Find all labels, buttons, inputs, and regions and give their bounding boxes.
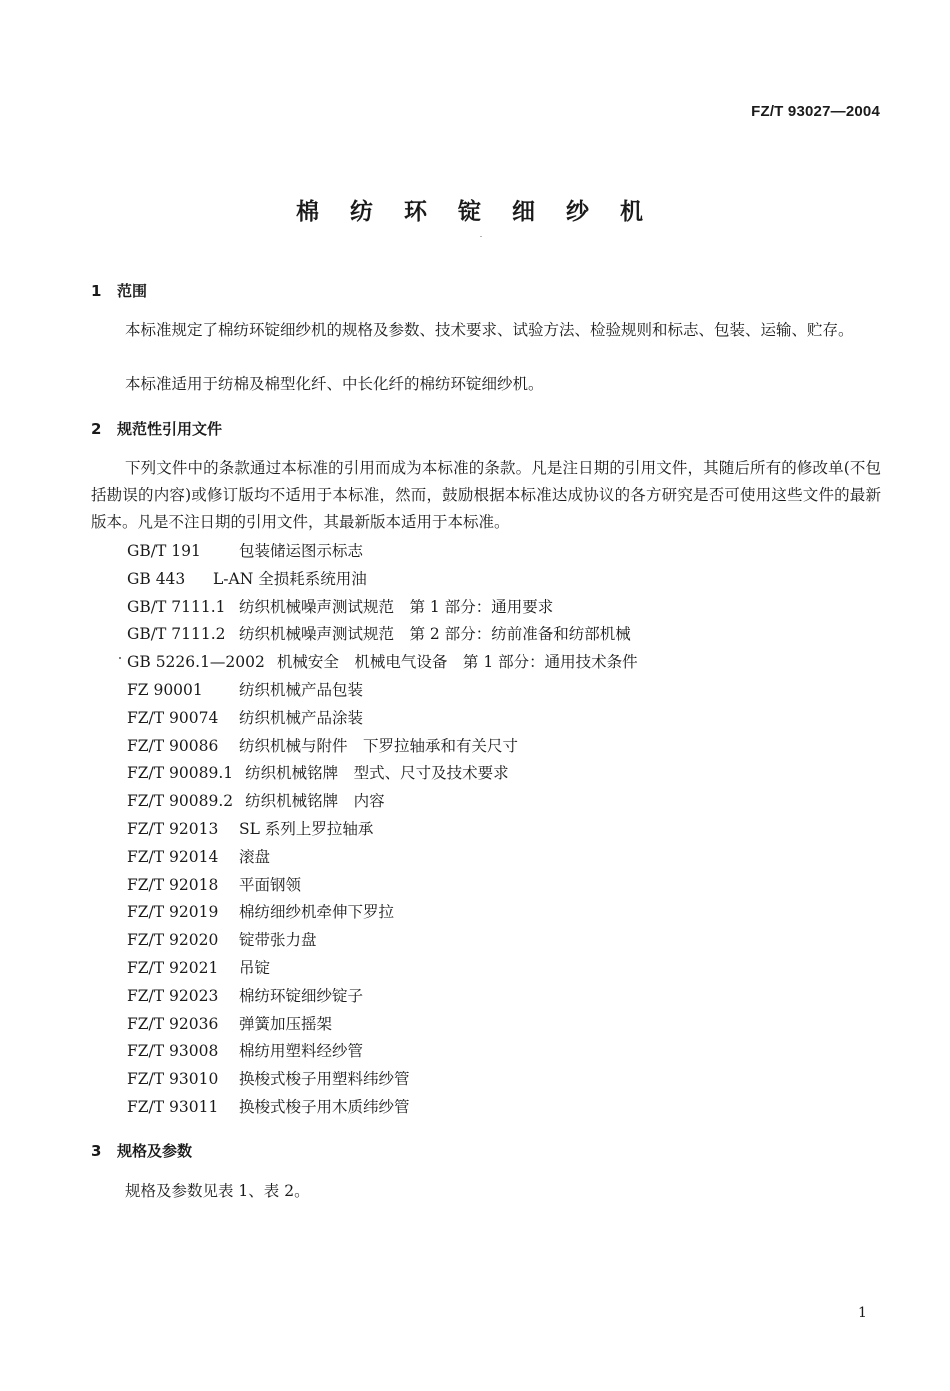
section-title: 规格及参数 xyxy=(117,1142,193,1160)
reference-item xyxy=(127,983,638,1011)
reference-code: FZ/T 92018 xyxy=(127,875,219,894)
document-title: 棉纺环锭细纱机 xyxy=(296,199,674,225)
section-1-paragraph-1: 本标准规定了棉纺环锭细纱机的规格及参数、技术要求、试验方法、检验规则和标志、包装、运输、贮存。 xyxy=(125,321,854,339)
section-number: 2 xyxy=(91,420,102,438)
page-number: 1 xyxy=(858,1305,867,1321)
scan-speck xyxy=(119,657,121,659)
reference-title: 纺织机械与附件 下罗拉轴承和有关尺寸 xyxy=(239,736,519,755)
reference-code: FZ/T 90074 xyxy=(127,708,219,727)
reference-title: 棉纺细纱机牵伸下罗拉 xyxy=(239,903,395,922)
reference-title: 弹簧加压摇架 xyxy=(239,1014,333,1033)
reference-code: FZ/T 92019 xyxy=(127,903,219,922)
reference-item xyxy=(127,733,638,761)
reference-code: FZ/T 93011 xyxy=(127,1097,219,1116)
reference-title: 纺织机械产品包装 xyxy=(239,680,364,699)
reference-item xyxy=(127,621,638,649)
reference-code: FZ/T 90089.2 xyxy=(127,792,234,811)
section-1-heading xyxy=(91,280,147,301)
scan-speck xyxy=(480,236,482,237)
reference-code: FZ/T 92013 xyxy=(127,819,219,838)
reference-item xyxy=(127,649,638,677)
reference-title: 机械安全 机械电气设备 第 1 部分：通用技术条件 xyxy=(276,653,638,672)
reference-title: 纺织机械铭牌 内容 xyxy=(245,792,385,811)
reference-title: L-AN 全损耗系统用油 xyxy=(213,569,367,588)
section-3-paragraph-1: 规格及参数见表 1、表 2。 xyxy=(125,1182,310,1200)
reference-code: FZ/T 92036 xyxy=(127,1014,219,1033)
reference-title: 包装储运图示标志 xyxy=(239,542,364,560)
reference-title: 纺织机械铭牌 型式、尺寸及技术要求 xyxy=(245,764,509,783)
reference-title: SL 系列上罗拉轴承 xyxy=(239,819,374,838)
section-3-heading xyxy=(91,1140,192,1161)
section-title: 范围 xyxy=(117,282,148,300)
reference-code: GB/T 7111.2 xyxy=(127,625,226,644)
reference-title: 纺织机械噪声测试规范 第 1 部分：通用要求 xyxy=(239,597,554,616)
reference-item xyxy=(127,760,638,788)
section-2-paragraph-1: 下列文件中的条款通过本标准的引用而成为本标准的条款。凡是注日期的引用文件，其随后所有的修改单(不包括勘误的内容)或修订版均不适用于本标准，然而，鼓励根据本标准达成协议的各方研究是否可使用这些文件的最新版本。凡是不注日期的引用文件，其最新版本适用于本标准。 xyxy=(91,459,881,531)
reference-title: 滚盘 xyxy=(239,847,271,866)
reference-title: 纺织机械噪声测试规范 第 2 部分：纺前准备和纺部机械 xyxy=(239,625,631,644)
reference-item xyxy=(127,899,638,927)
reference-code: GB 443 xyxy=(127,569,186,588)
reference-item xyxy=(127,677,638,705)
reference-item xyxy=(127,927,638,955)
reference-code: FZ/T 92023 xyxy=(127,986,219,1005)
reference-code: FZ/T 92021 xyxy=(127,958,219,977)
reference-code: FZ/T 93010 xyxy=(127,1070,219,1089)
section-number: 3 xyxy=(91,1142,102,1160)
reference-item xyxy=(127,872,638,900)
section-title: 规范性引用文件 xyxy=(117,420,223,438)
reference-item xyxy=(127,1038,638,1066)
section-1-paragraph-2: 本标准适用于纺棉及棉型化纤、中长化纤的棉纺环锭细纱机。 xyxy=(125,375,544,393)
reference-title: 棉纺用塑料经纱管 xyxy=(239,1042,364,1061)
reference-code: FZ 90001 xyxy=(127,680,203,699)
reference-item xyxy=(127,594,638,622)
reference-title: 换梭式梭子用塑料纬纱管 xyxy=(239,1070,410,1089)
reference-title: 棉纺环锭细纱锭子 xyxy=(239,986,364,1005)
section-number: 1 xyxy=(91,282,102,300)
reference-code: FZ/T 93008 xyxy=(127,1042,219,1061)
reference-title: 平面钢领 xyxy=(239,875,302,894)
reference-item xyxy=(127,816,638,844)
reference-item xyxy=(127,844,638,872)
reference-item xyxy=(127,1011,638,1039)
reference-code: GB 5226.1—2002 xyxy=(127,653,265,672)
reference-title: 换梭式梭子用木质纬纱管 xyxy=(239,1097,410,1116)
normative-reference-list xyxy=(127,538,638,1122)
section-2-heading xyxy=(91,418,222,439)
reference-title: 吊锭 xyxy=(239,958,271,977)
reference-item xyxy=(127,955,638,983)
reference-code: FZ/T 92020 xyxy=(127,931,219,950)
reference-item xyxy=(127,1066,638,1094)
reference-code: FZ/T 90086 xyxy=(127,736,219,755)
reference-code: GB/T 191 xyxy=(127,542,201,560)
standard-number: FZ/T 93027—2004 xyxy=(751,103,880,120)
reference-item xyxy=(127,1094,638,1122)
reference-code: FZ/T 90089.1 xyxy=(127,764,234,783)
reference-item xyxy=(127,788,638,816)
reference-item xyxy=(127,566,638,594)
reference-item xyxy=(127,538,638,566)
reference-title: 锭带张力盘 xyxy=(239,931,317,950)
reference-code: FZ/T 92014 xyxy=(127,847,219,866)
reference-item xyxy=(127,705,638,733)
reference-title: 纺织机械产品涂装 xyxy=(239,708,364,727)
reference-code: GB/T 7111.1 xyxy=(127,597,226,616)
